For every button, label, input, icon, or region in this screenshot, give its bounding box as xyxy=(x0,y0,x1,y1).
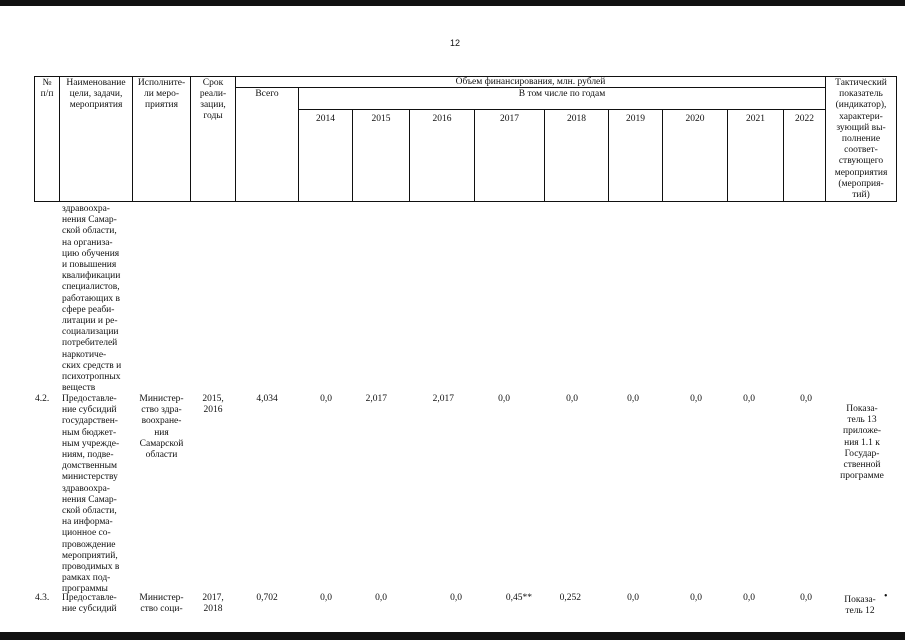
header-period: Срок реали- зации, годы xyxy=(199,78,227,121)
row-year-value: 0,0 xyxy=(743,394,755,404)
row-indicator: Показа- тель 13 приложе- ния 1.1 к Государ- ственной программе xyxy=(840,404,884,482)
scan-edge-bottom xyxy=(0,632,905,640)
continuation-text: здравоохра- нения Самар- ской области, на организа- цию обучения и повышения квалификации специалистов, работающих в сфере реаби- литации и ре- социализации потребителей наркотиче- ских средств и психотропных веществ xyxy=(62,204,122,394)
row-year-value: 0,0 xyxy=(566,394,578,404)
header-line-bottom xyxy=(34,201,896,202)
row-year-value: 0,0 xyxy=(450,593,462,603)
page-number: 12 xyxy=(449,38,460,48)
row-indicator: Показа- тель 12 xyxy=(844,595,876,617)
row-year-value: 0,0 xyxy=(627,394,639,404)
scan-edge-top xyxy=(0,0,905,6)
header-line-years xyxy=(298,109,825,110)
header-year: 2018 xyxy=(567,114,586,124)
row-executor: Министер- ство соци- xyxy=(139,593,184,615)
row-year-value: 0,0 xyxy=(320,394,332,404)
row-year-value: 0,0 xyxy=(498,394,510,404)
grid-vline xyxy=(298,87,299,202)
header-year: 2019 xyxy=(626,114,645,124)
grid-vline xyxy=(896,76,897,202)
header-year: 2015 xyxy=(371,114,391,124)
header-number: № п/п xyxy=(40,78,54,99)
header-year: 2017 xyxy=(500,114,519,124)
row-period: 2017, 2018 xyxy=(202,593,224,615)
header-year: 2021 xyxy=(746,114,765,124)
row-year-value: 2,017 xyxy=(365,394,387,404)
row-total: 0,702 xyxy=(256,593,278,603)
row-number: 4.3. xyxy=(35,593,50,603)
header-indicator: Тактический показатель (индикатор), характери- зующий вы- полнение соответ- ствующего мероприятия (мероприя- тий) xyxy=(834,78,888,201)
row-name: Предоставле- ние субсидий государствен- ным бюджет- ным учрежде- ниям, подве- домственным министерству здравоохра- нения Самар- ской области, на информа- ционное со- провождение мероприятий, проводимых в рамках под- программы xyxy=(62,394,120,595)
row-year-value: 2,017 xyxy=(432,394,454,404)
row-period: 2015, 2016 xyxy=(202,394,224,416)
header-name: Наименование цели, задачи, мероприятия xyxy=(66,78,126,110)
row-year-value: 0,0 xyxy=(690,593,702,603)
scan-speck: • xyxy=(884,591,888,602)
row-year-value: 0,0 xyxy=(320,593,332,603)
header-financing: Объем финансирования, млн. рублей xyxy=(455,77,606,87)
row-year-value: 0,0 xyxy=(800,593,812,603)
row-year-value: 0,0 xyxy=(743,593,755,603)
header-year: 2016 xyxy=(432,114,452,124)
row-name: Предоставле- ние субсидий xyxy=(62,593,117,615)
header-executor: Исполните- ли меро- приятия xyxy=(137,78,186,110)
row-number: 4.2. xyxy=(35,394,50,404)
row-year-value: 0,45** xyxy=(505,593,532,603)
header-by-years: В том числе по годам xyxy=(518,89,606,99)
row-year-value: 0,0 xyxy=(375,593,387,603)
header-year: 2020 xyxy=(685,114,705,124)
row-total: 4,034 xyxy=(256,394,278,404)
row-year-value: 0,0 xyxy=(627,593,639,603)
header-year: 2022 xyxy=(795,114,814,124)
row-executor: Министер- ство здра- воохране- ния Самарской области xyxy=(139,394,184,461)
header-total: Всего xyxy=(255,89,279,99)
header-year: 2014 xyxy=(316,114,335,124)
row-year-value: 0,252 xyxy=(559,593,581,603)
row-year-value: 0,0 xyxy=(690,394,702,404)
row-year-value: 0,0 xyxy=(800,394,812,404)
